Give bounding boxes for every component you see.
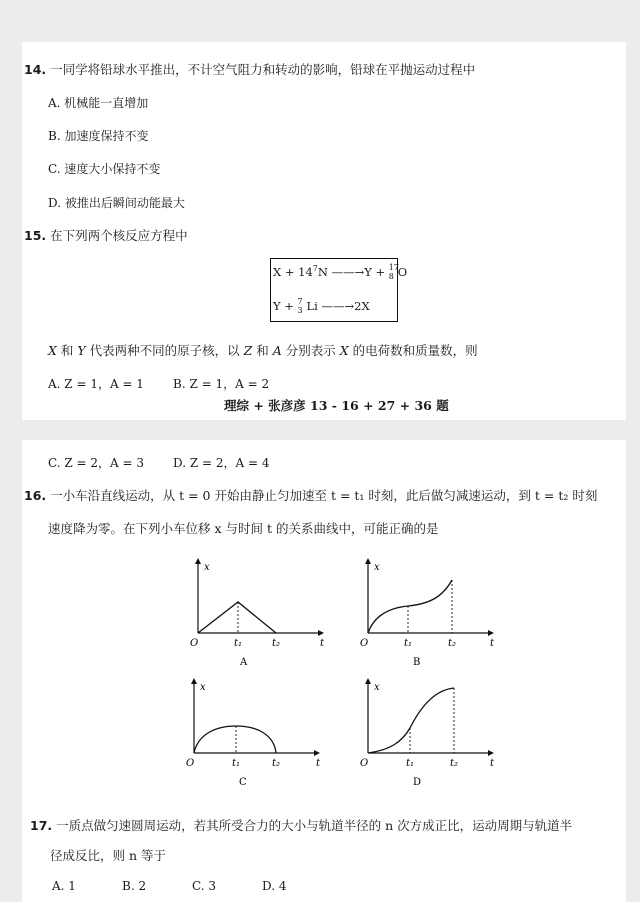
graph-label: B [413, 657, 421, 668]
t1-label: t₁ [232, 758, 241, 769]
eq1-n-mass: 7 [312, 264, 318, 273]
origin-label: O [360, 758, 369, 769]
question-15-description [48, 343, 478, 359]
desc-text-3: 和 [252, 343, 273, 358]
q14-option-d: D. 被推出后瞬间动能最大 [48, 196, 185, 210]
question-number: 14. [24, 62, 47, 77]
eq2-li-mass: 7 [297, 297, 303, 306]
t1-label: t₁ [406, 758, 415, 769]
t1-label: t₁ [404, 638, 413, 649]
question-14-stem [24, 62, 475, 78]
t-axis-arrow [488, 630, 494, 636]
curve-c [194, 726, 276, 753]
q17-option-d: D. 4 [262, 879, 287, 893]
graph-d [350, 678, 500, 790]
desc-y: Y [77, 343, 86, 358]
t-axis-arrow [488, 750, 494, 756]
question-number: 16. [24, 488, 47, 503]
eq2-li-number: 3 [297, 306, 303, 315]
question-number: 15. [24, 228, 47, 243]
curve-d [368, 688, 454, 753]
q14-option-c: C. 速度大小保持不变 [48, 162, 161, 176]
t-axis-arrow [314, 750, 320, 756]
q17-option-b: B. 2 [122, 879, 147, 893]
eq1-o-number: 8 [388, 272, 394, 281]
desc-text-1: 和 [56, 343, 78, 358]
eq2-li-symbol: Li ——→2X [306, 299, 370, 313]
question-text: 在下列两个核反应方程中 [50, 228, 188, 243]
origin-label: O [360, 638, 369, 649]
question-number: 17. [30, 818, 53, 833]
desc-a: A [272, 343, 282, 358]
q17-option-c: C. 3 [192, 879, 217, 893]
q15-option-c: C. Z = 2，A = 3 [48, 456, 145, 470]
eq1-left: X + 14 [273, 265, 313, 279]
x-axis-label: x [204, 562, 210, 573]
equation-2 [273, 299, 370, 315]
q15-option-a: A. Z = 1，A = 1 [48, 377, 144, 391]
origin-label: O [190, 638, 199, 649]
q15-option-d: D. Z = 2，A = 4 [173, 456, 270, 470]
question-16-stem [24, 488, 597, 504]
question-text: 一同学将铅球水平推出，不计空气阻力和转动的影响，铅球在平抛运动过程中 [50, 62, 476, 77]
q17-option-a: A. 1 [52, 879, 76, 893]
x-axis-arrow [365, 678, 371, 684]
question-17-stem [30, 818, 572, 834]
graph-label: C [239, 777, 247, 788]
q15-option-b: B. Z = 1，A = 2 [173, 377, 270, 391]
graph-b [350, 558, 500, 670]
question-text: 一小车沿直线运动，从 t = 0 开始由静止匀加速至 t = t₁ 时刻，此后做匀减速运动，到 t = t₂ 时刻 [50, 488, 598, 503]
graph-c [176, 678, 326, 790]
q14-option-b: B. 加速度保持不变 [48, 129, 149, 143]
x-axis-label: x [374, 562, 380, 573]
t-axis-label: t [316, 758, 321, 769]
t-axis-label: t [490, 758, 495, 769]
nuclear-equation-box [270, 258, 408, 322]
eq1-o-symbol: O [397, 265, 408, 279]
graph-label: D [413, 777, 422, 788]
eq2-lithium-nuclide [298, 299, 307, 315]
curve-a [198, 602, 276, 633]
question-15-stem [24, 228, 188, 244]
graph-a [180, 558, 325, 670]
t2-label: t₂ [450, 758, 459, 769]
desc-text-2: 代表两种不同的原子核，以 [85, 343, 244, 358]
x-axis-arrow [195, 558, 201, 564]
t-axis-label: t [320, 638, 325, 649]
eq2-left: Y + [273, 299, 298, 313]
graph-label: A [240, 657, 248, 668]
desc-x: X [48, 343, 57, 358]
t-axis-label: t [490, 638, 495, 649]
x-axis-label: x [374, 682, 380, 693]
curve-b [368, 580, 452, 633]
page-footer: 理综 + 张彦彦 13 - 16 + 27 + 36 题 [224, 398, 449, 413]
question-16-stem-line2: 速度降为零。在下列小车位移 x 与时间 t 的关系曲线中，可能正确的是 [48, 521, 439, 536]
question-text: 一质点做匀速圆周运动，若其所受合力的大小与轨道半径的 n 次方成正比，运动周期与轨道半 [56, 818, 573, 833]
t2-label: t₂ [448, 638, 457, 649]
desc-z: Z [243, 343, 253, 358]
q14-option-a: A. 机械能一直增加 [48, 96, 149, 110]
eq1-oxygen-nuclide [389, 265, 398, 281]
equation-1 [273, 265, 407, 281]
origin-label: O [186, 758, 195, 769]
x-axis-arrow [365, 558, 371, 564]
desc-text-4: 分别表示 [281, 343, 340, 358]
question-17-stem-line2: 径成反比，则 n 等于 [50, 848, 166, 863]
x-axis-label: x [200, 682, 206, 693]
desc-text-5: 的电荷数和质量数，则 [348, 343, 478, 358]
x-axis-arrow [191, 678, 197, 684]
desc-x2: X [339, 343, 349, 358]
eq1-o-mass: 17 [388, 263, 399, 272]
t1-label: t₁ [234, 638, 243, 649]
t2-label: t₂ [272, 638, 281, 649]
eq1-n-symbol: N ——→Y + [317, 265, 389, 279]
t2-label: t₂ [272, 758, 281, 769]
